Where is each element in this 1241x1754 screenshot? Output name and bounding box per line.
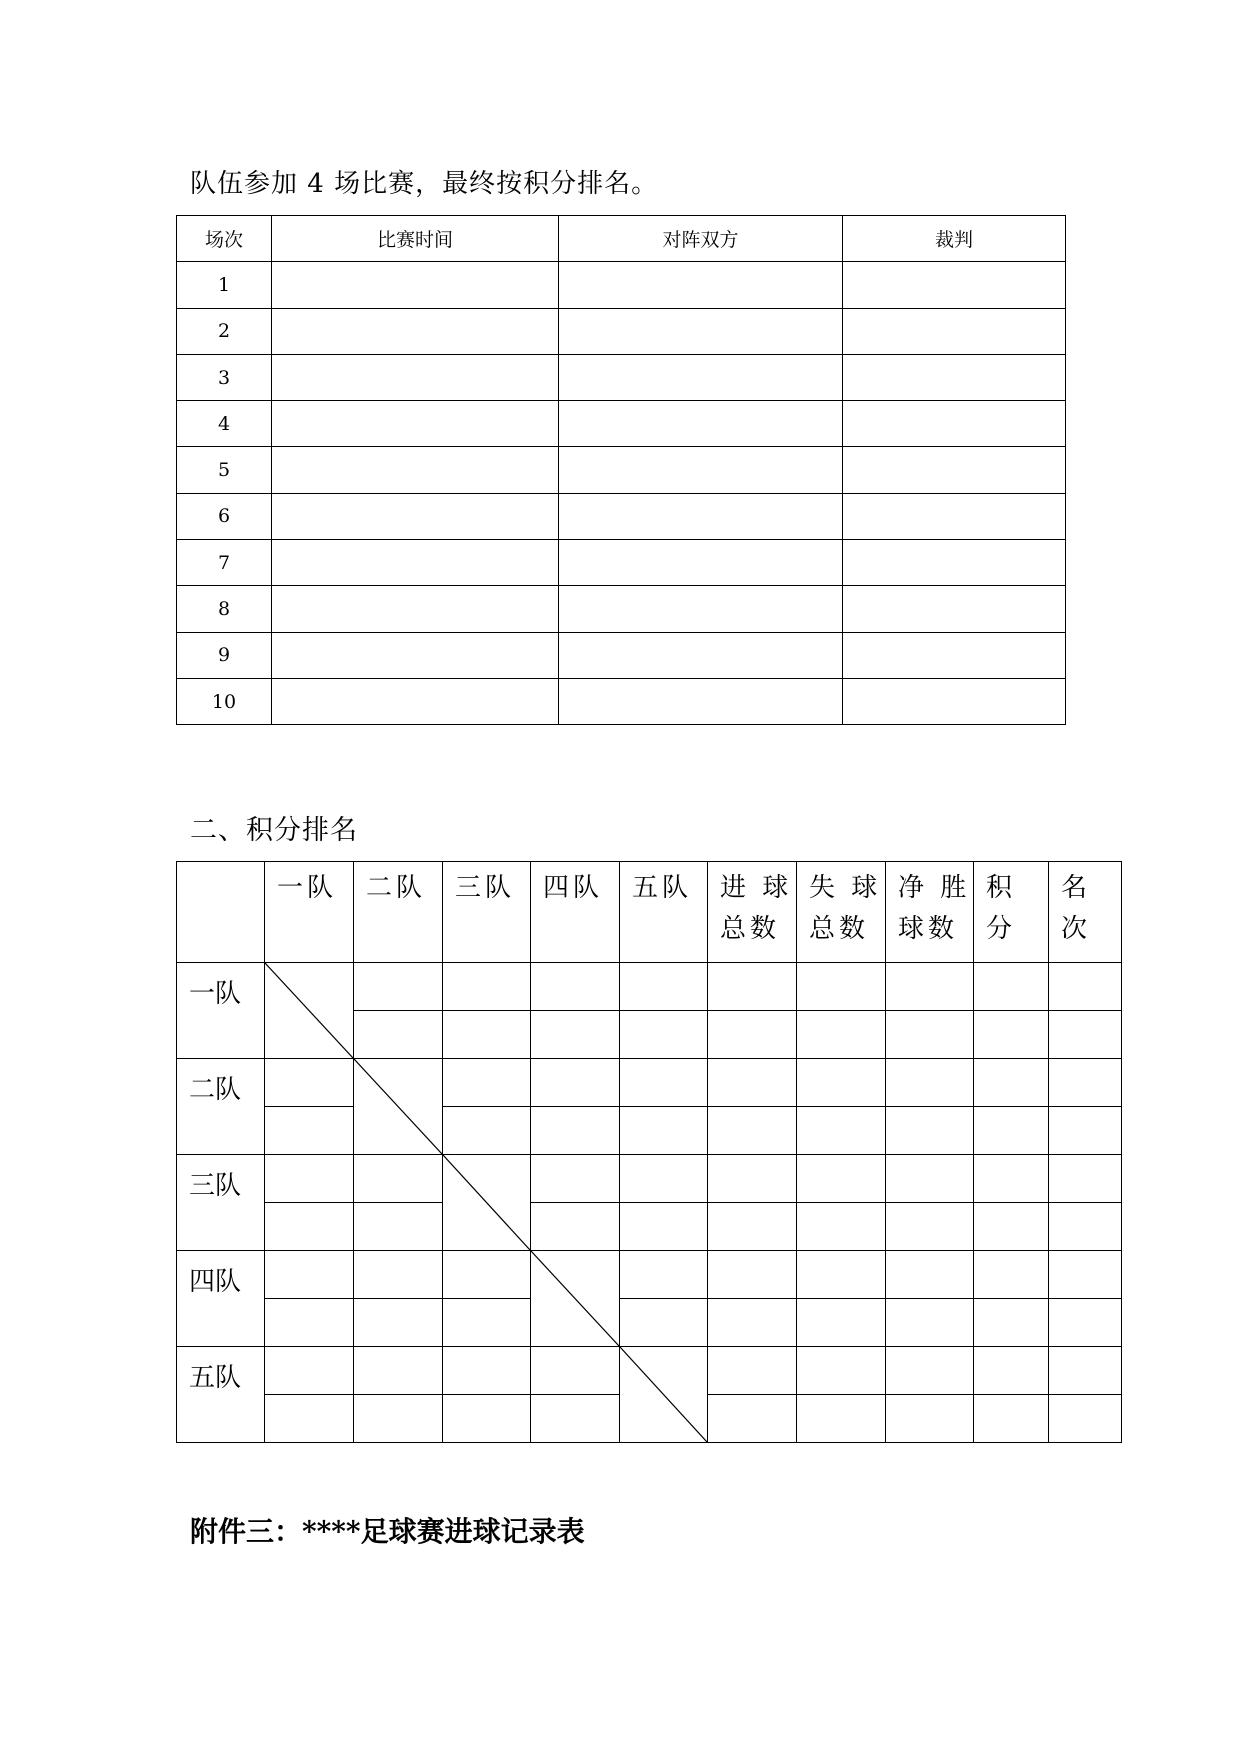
referee-cell[interactable] <box>843 401 1066 447</box>
score-cell[interactable] <box>354 1395 443 1443</box>
score-cell[interactable] <box>974 1011 1049 1059</box>
score-cell[interactable] <box>797 963 886 1011</box>
schedule-row <box>177 586 1066 632</box>
header-referee: 裁判 <box>843 216 1066 262</box>
score-cell[interactable] <box>886 1395 974 1443</box>
score-cell[interactable] <box>974 963 1049 1011</box>
match-number: 2 <box>177 308 272 354</box>
ranking-row <box>177 1347 1122 1395</box>
score-cell[interactable] <box>354 1299 443 1347</box>
col-team-5: 五队 <box>620 862 708 963</box>
score-cell[interactable] <box>1049 1347 1122 1395</box>
match-time-cell[interactable] <box>272 447 559 493</box>
score-cell[interactable] <box>1049 1059 1122 1107</box>
intro-text: 队伍参加 4 场比赛，最终按积分排名。 <box>190 169 659 199</box>
score-cell[interactable] <box>354 1347 443 1395</box>
score-cell[interactable] <box>620 1203 708 1251</box>
match-number: 4 <box>177 401 272 447</box>
diagonal-line <box>265 963 353 1058</box>
match-number: 6 <box>177 493 272 539</box>
col-goals-for: 进 球 总数 <box>708 862 797 963</box>
score-cell[interactable] <box>797 1107 886 1155</box>
score-cell[interactable] <box>974 1299 1049 1347</box>
col-team-2: 二队 <box>354 862 443 963</box>
score-cell[interactable] <box>531 1011 620 1059</box>
score-cell[interactable] <box>1049 1011 1122 1059</box>
header-match-no: 场次 <box>177 216 272 262</box>
score-cell[interactable] <box>886 1347 974 1395</box>
score-cell[interactable] <box>443 1107 531 1155</box>
diagonal-cell <box>443 1155 531 1251</box>
score-cell[interactable] <box>354 1155 443 1203</box>
referee-cell[interactable] <box>843 632 1066 678</box>
diagonal-cell <box>620 1347 708 1443</box>
score-cell[interactable] <box>265 1251 354 1299</box>
score-cell[interactable] <box>443 1299 531 1347</box>
score-cell[interactable] <box>1049 1395 1122 1443</box>
score-cell[interactable] <box>797 1347 886 1395</box>
score-cell[interactable] <box>974 1395 1049 1443</box>
score-cell[interactable] <box>265 1347 354 1395</box>
score-cell[interactable] <box>1049 1155 1122 1203</box>
diagonal-line <box>443 1155 530 1250</box>
score-cell[interactable] <box>797 1395 886 1443</box>
schedule-row <box>177 678 1066 724</box>
team-label: 三队 <box>177 1155 265 1251</box>
score-cell[interactable] <box>1049 1203 1122 1251</box>
opponents-cell[interactable] <box>559 447 843 493</box>
opponents-cell[interactable] <box>559 401 843 447</box>
match-number: 3 <box>177 354 272 400</box>
corner-cell <box>177 862 265 963</box>
team-label: 四队 <box>177 1251 265 1347</box>
score-cell[interactable] <box>797 1251 886 1299</box>
score-cell[interactable] <box>974 1203 1049 1251</box>
col-team-4: 四队 <box>531 862 620 963</box>
team-label: 五队 <box>177 1347 265 1443</box>
score-cell[interactable] <box>531 1155 620 1203</box>
col-goals-against: 失 球 总数 <box>797 862 886 963</box>
schedule-row <box>177 632 1066 678</box>
score-cell[interactable] <box>531 963 620 1011</box>
score-cell[interactable] <box>708 1011 797 1059</box>
opponents-cell[interactable] <box>559 678 843 724</box>
ranking-table <box>176 861 1122 1443</box>
score-cell[interactable] <box>708 1155 797 1203</box>
referee-cell[interactable] <box>843 308 1066 354</box>
score-cell[interactable] <box>708 1395 797 1443</box>
match-number: 8 <box>177 586 272 632</box>
score-cell[interactable] <box>531 1059 620 1107</box>
score-cell[interactable] <box>265 1155 354 1203</box>
score-cell[interactable] <box>974 1107 1049 1155</box>
score-cell[interactable] <box>443 1011 531 1059</box>
opponents-cell[interactable] <box>559 262 843 308</box>
score-cell[interactable] <box>354 1011 443 1059</box>
score-cell[interactable] <box>265 1059 354 1107</box>
score-cell[interactable] <box>708 1299 797 1347</box>
match-number: 7 <box>177 540 272 586</box>
score-cell[interactable] <box>620 1011 708 1059</box>
col-goal-diff: 净 胜 球数 <box>886 862 974 963</box>
ranking-row <box>177 1107 1122 1155</box>
score-cell[interactable] <box>974 1347 1049 1395</box>
score-cell[interactable] <box>620 1059 708 1107</box>
score-cell[interactable] <box>1049 1251 1122 1299</box>
match-time-cell[interactable] <box>272 401 559 447</box>
score-cell[interactable] <box>797 1059 886 1107</box>
diagonal-line <box>354 1059 442 1154</box>
schedule-header-row <box>177 216 1066 262</box>
score-cell[interactable] <box>443 1347 531 1395</box>
match-time-cell[interactable] <box>272 354 559 400</box>
score-cell[interactable] <box>708 1251 797 1299</box>
score-cell[interactable] <box>620 1251 708 1299</box>
score-cell[interactable] <box>1049 963 1122 1011</box>
diagonal-line <box>620 1347 707 1442</box>
match-number: 5 <box>177 447 272 493</box>
schedule-row <box>177 401 1066 447</box>
score-cell[interactable] <box>886 1299 974 1347</box>
schedule-row <box>177 354 1066 400</box>
score-cell[interactable] <box>708 1059 797 1107</box>
header-opponents: 对阵双方 <box>559 216 843 262</box>
score-cell[interactable] <box>531 1107 620 1155</box>
score-cell[interactable] <box>265 1395 354 1443</box>
score-cell[interactable] <box>886 1251 974 1299</box>
referee-cell[interactable] <box>843 447 1066 493</box>
match-number: 1 <box>177 262 272 308</box>
score-cell[interactable] <box>620 1299 708 1347</box>
match-time-cell[interactable] <box>272 540 559 586</box>
ranking-row <box>177 1251 1122 1299</box>
opponents-cell[interactable] <box>559 493 843 539</box>
opponents-cell[interactable] <box>559 354 843 400</box>
diagonal-line <box>531 1251 619 1346</box>
match-number: 9 <box>177 632 272 678</box>
section-title: 二、积分排名 <box>190 815 358 846</box>
col-team-3: 三队 <box>443 862 531 963</box>
ranking-row <box>177 1299 1122 1347</box>
schedule-row <box>177 308 1066 354</box>
schedule-row <box>177 540 1066 586</box>
score-cell[interactable] <box>265 1203 354 1251</box>
match-time-cell[interactable] <box>272 262 559 308</box>
score-cell[interactable] <box>886 963 974 1011</box>
match-schedule-table <box>176 215 1066 725</box>
score-cell[interactable] <box>886 1011 974 1059</box>
col-points: 积 分 <box>974 862 1049 963</box>
score-cell[interactable] <box>265 1107 354 1155</box>
ranking-row <box>177 963 1122 1011</box>
score-cell[interactable] <box>797 1299 886 1347</box>
score-cell[interactable] <box>708 1203 797 1251</box>
score-cell[interactable] <box>354 1203 443 1251</box>
referee-cell[interactable] <box>843 262 1066 308</box>
score-cell[interactable] <box>974 1251 1049 1299</box>
score-cell[interactable] <box>620 1107 708 1155</box>
diagonal-cell <box>354 1059 443 1155</box>
score-cell[interactable] <box>708 1347 797 1395</box>
team-label: 一队 <box>177 963 265 1059</box>
score-cell[interactable] <box>620 1155 708 1203</box>
referee-cell[interactable] <box>843 493 1066 539</box>
diagonal-cell <box>531 1251 620 1347</box>
opponents-cell[interactable] <box>559 632 843 678</box>
score-cell[interactable] <box>531 1347 620 1395</box>
referee-cell[interactable] <box>843 678 1066 724</box>
ranking-row <box>177 1059 1122 1107</box>
score-cell[interactable] <box>886 1203 974 1251</box>
match-number: 10 <box>177 678 272 724</box>
score-cell[interactable] <box>797 1155 886 1203</box>
opponents-cell[interactable] <box>559 586 843 632</box>
match-time-cell[interactable] <box>272 493 559 539</box>
score-cell[interactable] <box>886 1059 974 1107</box>
ranking-header-row <box>177 862 1122 963</box>
score-cell[interactable] <box>886 1155 974 1203</box>
ranking-row <box>177 1155 1122 1203</box>
score-cell[interactable] <box>265 1299 354 1347</box>
score-cell[interactable] <box>443 1395 531 1443</box>
referee-cell[interactable] <box>843 586 1066 632</box>
appendix-title: 附件三：****足球赛进球记录表 <box>190 1515 585 1548</box>
diagonal-cell <box>265 963 354 1059</box>
score-cell[interactable] <box>443 1251 531 1299</box>
col-team-1: 一队 <box>265 862 354 963</box>
col-rank: 名 次 <box>1049 862 1122 963</box>
score-cell[interactable] <box>708 963 797 1011</box>
score-cell[interactable] <box>974 1059 1049 1107</box>
opponents-cell[interactable] <box>559 540 843 586</box>
score-cell[interactable] <box>708 1107 797 1155</box>
score-cell[interactable] <box>974 1155 1049 1203</box>
score-cell[interactable] <box>443 1059 531 1107</box>
ranking-row <box>177 1203 1122 1251</box>
score-cell[interactable] <box>886 1107 974 1155</box>
referee-cell[interactable] <box>843 540 1066 586</box>
score-cell[interactable] <box>620 963 708 1011</box>
score-cell[interactable] <box>797 1203 886 1251</box>
referee-cell[interactable] <box>843 354 1066 400</box>
schedule-row <box>177 447 1066 493</box>
score-cell[interactable] <box>531 1395 620 1443</box>
match-time-cell[interactable] <box>272 632 559 678</box>
match-time-cell[interactable] <box>272 308 559 354</box>
score-cell[interactable] <box>443 963 531 1011</box>
header-match-time: 比赛时间 <box>272 216 559 262</box>
opponents-cell[interactable] <box>559 308 843 354</box>
schedule-row <box>177 493 1066 539</box>
score-cell[interactable] <box>1049 1107 1122 1155</box>
score-cell[interactable] <box>797 1011 886 1059</box>
score-cell[interactable] <box>354 963 443 1011</box>
team-label: 二队 <box>177 1059 265 1155</box>
score-cell[interactable] <box>1049 1299 1122 1347</box>
score-cell[interactable] <box>354 1251 443 1299</box>
match-time-cell[interactable] <box>272 586 559 632</box>
match-time-cell[interactable] <box>272 678 559 724</box>
schedule-row <box>177 262 1066 308</box>
score-cell[interactable] <box>531 1203 620 1251</box>
